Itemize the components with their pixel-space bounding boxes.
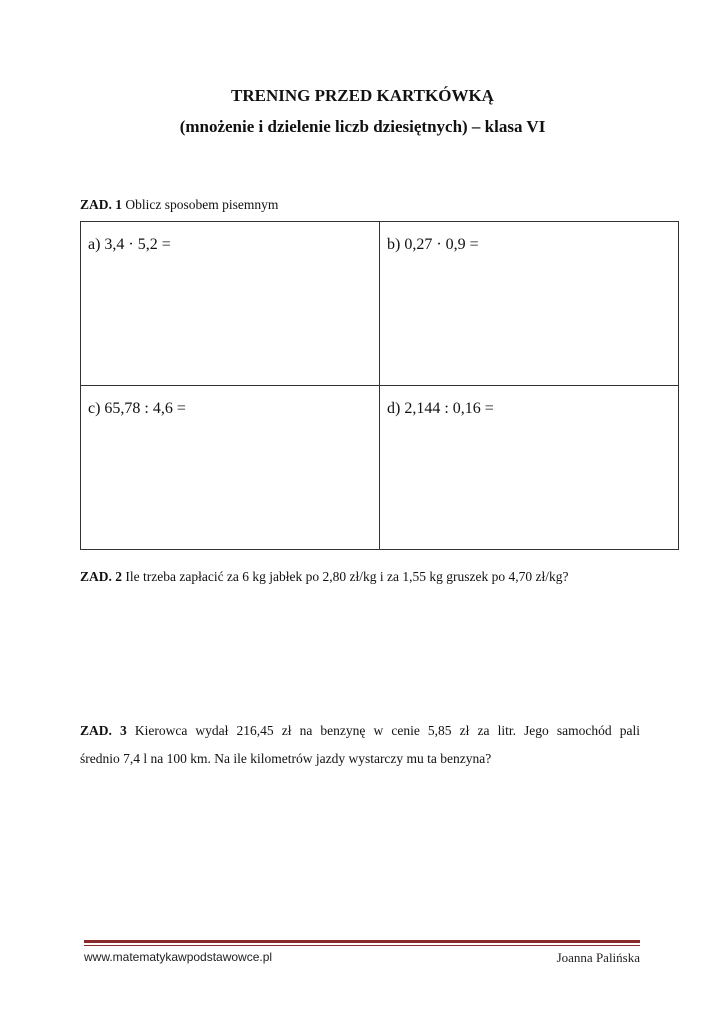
page-title: TRENING PRZED KARTKÓWKĄ [231,86,494,105]
task-1-text: Oblicz sposobem pisemnym [122,197,279,212]
task-1-label: ZAD. 1 [80,197,123,212]
page-subtitle: (mnożenie i dzielenie liczb dziesiętnych) – klasa VI [179,117,546,136]
task-3-line-1 [80,717,640,745]
task-1 [80,191,640,219]
task-3-label: ZAD. 3 [80,723,127,738]
grid-cell-c [81,386,380,550]
task-3-text-2: średnio 7,4 l na 100 km. Na ile kilometrów jazdy wystarczy mu ta benzyna? [80,751,492,766]
grid-cell-a [81,222,380,386]
grid-cell-d-text: d) 2,144 : 0,16 = [387,400,494,417]
task-3 [80,717,640,773]
grid-cell-d [380,386,679,550]
footer-website: www.matematykawpodstawowce.pl [84,950,273,964]
task-2 [80,563,640,591]
grid-cell-c-text: c) 65,78 : 4,6 = [88,400,186,417]
task-2-text: Ile trzeba zapłacić za 6 kg jabłek po 2,80 zł/kg i za 1,55 kg gruszek po 4,70 zł/kg? [122,569,569,584]
footer-divider [84,940,640,943]
task-3-text-1: Kierowca wydał 216,45 zł na benzynę w cenie 5,85 zł za litr. Jego samochód pali [126,723,640,738]
grid-cell-a-text: a) 3,4 · 5,2 = [88,236,171,253]
grid-cell-b-text: b) 0,27 · 0,9 = [387,236,479,253]
footer-author: Joanna Palińska [556,950,640,965]
calculation-grid [80,221,679,550]
task-2-label: ZAD. 2 [80,569,123,584]
footer-divider-thin [84,945,640,946]
grid-cell-b [380,222,679,386]
